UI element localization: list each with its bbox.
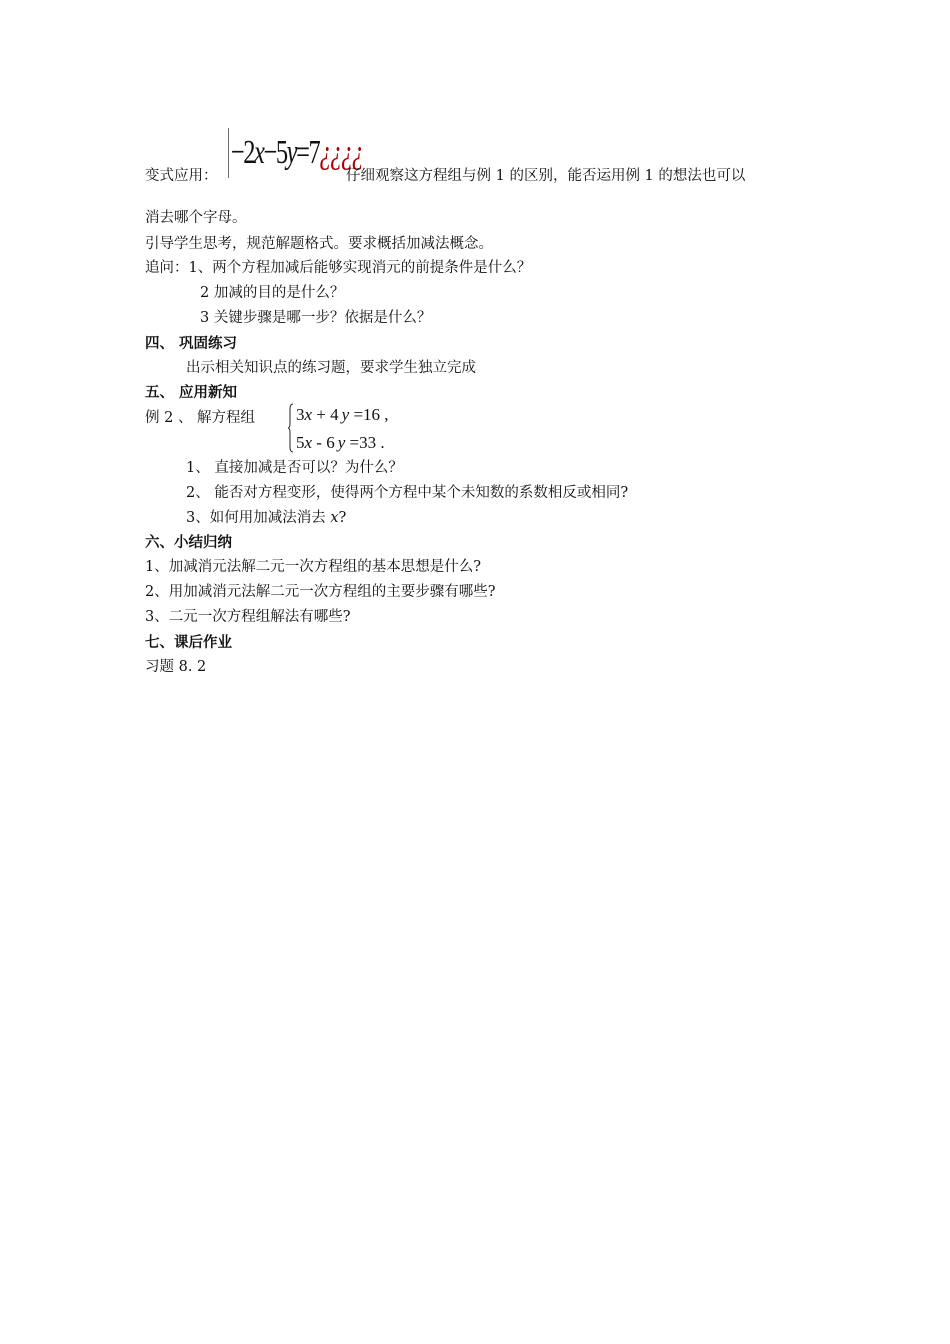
section6-item: 1、加减消元法解二元一次方程组的基本思想是什么?: [145, 559, 481, 575]
section4-heading: 四、 巩固练习: [145, 336, 238, 352]
guide-text: 引导学生思考，规范解题格式。要求概括加减法概念。: [145, 236, 493, 252]
variant-label: 变式应用：: [145, 168, 218, 184]
section5-q2: 2、 能否对方程变形，使得两个方程中某个未知数的系数相反或相同?: [186, 485, 629, 501]
section6-heading: 六、小结归纳: [145, 535, 232, 551]
equation-2: 5x - 6 y =33 .: [296, 433, 385, 452]
formula-var-y: y: [286, 134, 297, 171]
formula-coef-y: −5: [263, 134, 287, 171]
section6-item: 2、用加减消元法解二元一次方程组的主要步骤有哪些?: [145, 584, 496, 600]
brace-icon: [288, 403, 294, 453]
section4-text: 出示相关知识点的练习题，要求学生独立完成: [186, 360, 476, 376]
formula-coef-x: −2: [230, 134, 255, 171]
section5-q1: 1、 直接加减是否可以？为什么？: [186, 460, 403, 476]
follow-up-q1: 追问：1、两个方程加减后能够实现消元的前提条件是什么？: [145, 260, 532, 276]
example2-label: 例 2 、 解方程组: [145, 410, 256, 426]
follow-up-q2: 2 加减的目的是什么？: [200, 285, 345, 301]
section5-q3: 3、如何用加减法消去 x?: [186, 510, 347, 526]
section7-heading: 七、课后作业: [145, 635, 232, 651]
variant-text-cont: 消去哪个字母。: [145, 210, 247, 226]
variant-formula: [228, 128, 362, 178]
equation-1: 3x + 4 y =16 ,: [296, 405, 389, 424]
variant-text: 仔细观察这方程组与例 1 的区别，能否运用例 1 的想法也可以: [346, 168, 746, 184]
follow-up-q3: 3 关键步骤是哪一步？依据是什么？: [200, 310, 432, 326]
formula-garbled-tail: ¿¿¿¿: [319, 134, 363, 171]
formula-var-x: x: [254, 134, 264, 171]
section7-text: 习题 8. 2: [145, 659, 207, 675]
formula-rhs: =7: [296, 134, 320, 171]
section5-heading: 五、 应用新知: [145, 385, 238, 401]
section6-item: 3、二元一次方程组解法有哪些?: [145, 609, 351, 625]
